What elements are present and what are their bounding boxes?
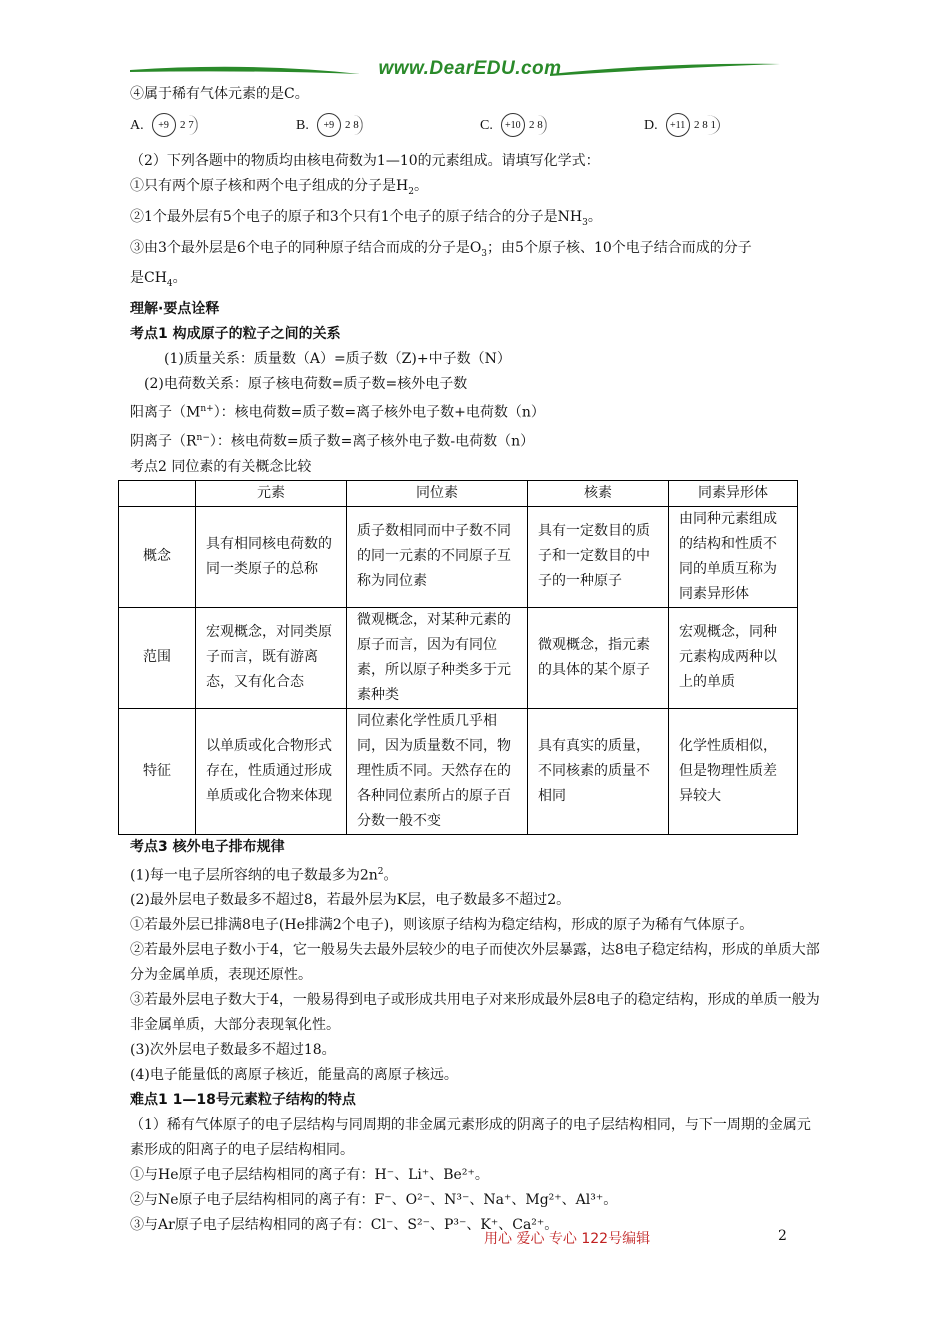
- kp1-cation-line: 阳离子$(M^{n+})$：核电荷数=质子数=离子核外电子数+电荷数（n）: [130, 404, 545, 421]
- part2-intro: （2）下列各题中的物质均由核电荷数为1—10的元素组成。请填写化学式：: [130, 153, 600, 169]
- dp1-he-line: ①与He原子电子层结构相同的离子有：H⁻、Li⁺、Be²⁺。: [130, 1167, 489, 1184]
- document-body: [130, 82, 820, 1238]
- kp1-line-1: (1)质量关系：质量数（A）=质子数（Z)+中子数（N）: [164, 351, 511, 368]
- kp3-line-3: ①若最外层已排满8电子(He排满2个电子)，则该原子结构为稳定结构，形成的原子为稀有气体原子。: [130, 917, 754, 934]
- atom-structure-diagram: +9 2 7: [152, 111, 198, 139]
- kp1-anion-line: 阴离子$(R^{n-})$：核电荷数=质子数=离子核外电子数-电荷数（n）: [130, 432, 535, 450]
- table-row: 特征 以单质或化合物形式存在，性质通过形成单质或化合物来体现 同位素化学性质几乎相同，因为质量数不同，物理性质不同。天然存在的各种同位素所占的原子百分数一般不变 具有真实的质量，不同核素的质量不相同 化学性质相似，但是物理性质差异较大: [119, 708, 798, 834]
- kp1-line-2: (2)电荷数关系：原子核电荷数=质子数=核外电子数: [144, 376, 468, 393]
- page-number: 2: [778, 1228, 787, 1244]
- kp3-line-6: (3)次外层电子数最多不超过18。: [130, 1042, 336, 1059]
- table-row: 概念 具有相同核电荷数的同一类原子的总称 质子数相同而中子数不同的同一元素的不同原子互称为同位素 具有一定数目的质子和一定数目的中子的一种原子 由同种元素组成的结构和性质不同的单质互称为同素异形体: [119, 506, 798, 607]
- concept-comparison-table: [118, 480, 798, 835]
- part2-line-2: ②1个最外层有5个电子的原子和3个只有1个电子的原子结合的分子是$NH_3$。: [130, 208, 602, 228]
- option-b: B. +9 2 8: [296, 111, 363, 139]
- kp3-line-1: (1)每一电子层所容纳的电子数最多为$2n^2$。: [130, 866, 398, 884]
- option-a: A. +9 2 7: [130, 111, 197, 139]
- atom-structure-diagram: +10 2 8: [501, 111, 547, 139]
- kp3-line-2: (2)最外层电子数最多不超过8，若最外层为K层，电子数最多不超过2。: [130, 892, 571, 909]
- kp3-line-4: ②若最外层电子数小于4，它一般易失去最外层较少的电子而使次外层暴露，达8电子稳定结构，形成的单质大部分为金属单质，表现还原性。: [130, 942, 820, 984]
- dp1-line-1: （1）稀有气体原子的电子层结构与同周期的非金属元素形成的阴离子的电子层结构相同，与下一周期的金属元素形成的阳离子的电子层结构相同。: [130, 1117, 811, 1159]
- kp1-title: 考点1 构成原子的粒子之间的关系: [130, 326, 341, 343]
- dp1-ne-line: ②与Ne原子电子层结构相同的离子有：F⁻、O²⁻、N³⁻、Na⁺、Mg²⁺、Al³⁺。: [130, 1192, 618, 1209]
- atom-structure-diagram: +9 2 8: [317, 111, 363, 139]
- part2-line-3: ③由3个最外层是6个电子的同种原子结合而成的分子是$O_3$；由5个原子核、10个电子结合而成的分子: [130, 239, 752, 259]
- answer-options: [130, 107, 820, 147]
- option-c: C. +10 2 8: [480, 111, 547, 139]
- site-name: www.DearEDU.com: [378, 58, 562, 79]
- table-header-row: 元素 同位素 核素 同素异形体: [119, 480, 798, 506]
- option-d: D. +11 2 8 1: [644, 111, 720, 139]
- dp1-title: 难点1 1—18号元素粒子结构的特点: [130, 1092, 356, 1109]
- question-4-line: ④属于稀有气体元素的是C。: [130, 86, 309, 102]
- kp2-title: 考点2 同位素的有关概念比较: [130, 458, 312, 475]
- part2-line-1: ①只有两个原子核和两个电子组成的分子是$H_2$。: [130, 178, 428, 197]
- kp3-line-5: ③若最外层电子数大于4，一般易得到电子或形成共用电子对来形成最外层8电子的稳定结构，形成的单质一般为非金属单质，大部分表现氧化性。: [130, 992, 820, 1034]
- footer-text: 用心 爱心 专心 122号编辑: [484, 1231, 651, 1247]
- kp3-title: 考点3 核外电子排布规律: [130, 838, 285, 855]
- part2-line-4: 是$CH_4$。: [130, 270, 187, 290]
- section-title: 理解·要点诠释: [130, 301, 220, 318]
- table-row: 范围 宏观概念，对同类原子而言，既有游离态，又有化合态 微观概念，对某种元素的原子而言，因为有同位素，所以原子种类多于元素种类 微观概念，指元素的具体的某个原子 宏观概念，同种元素构成两种以上的单质: [119, 607, 798, 708]
- dp1-ar-line: ③与Ar原子电子层结构相同的离子有：Cl⁻、S²⁻、P³⁻、K⁺、Ca²⁺。: [130, 1217, 559, 1234]
- atom-structure-diagram: +11 2 8 1: [666, 111, 720, 139]
- kp3-line-7: (4)电子能量低的离原子核近，能量高的离原子核远。: [130, 1067, 458, 1084]
